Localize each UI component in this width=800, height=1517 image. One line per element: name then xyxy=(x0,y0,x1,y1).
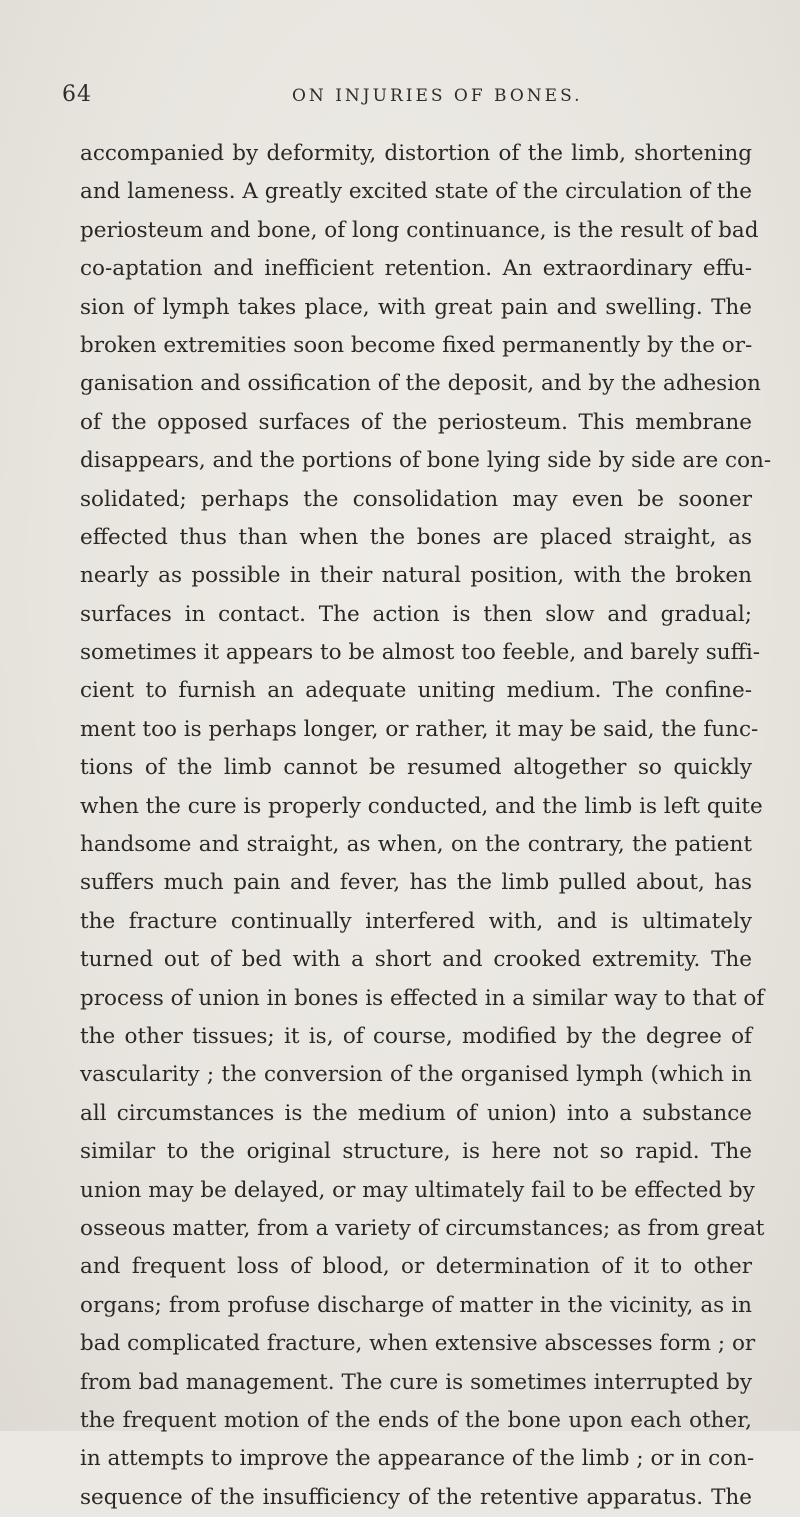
text-line: bad complicated fracture, when extensive abscesses form ; or xyxy=(80,1331,756,1357)
page-header xyxy=(62,82,738,118)
text-line: co-aptation and inefficient retention. An extraordinary effu- xyxy=(80,256,752,282)
text-line: sometimes it appears to be almost too feeble, and barely suffi- xyxy=(80,640,761,666)
text-line: and lameness. A greatly excited state of the circulation of the xyxy=(80,179,752,205)
text-line: cient to furnish an adequate uniting medium. The confine- xyxy=(80,678,752,704)
text-line: osseous matter, from a variety of circumstances; as from great xyxy=(80,1215,765,1241)
text-line: all circumstances is the medium of union) into a substance xyxy=(80,1100,752,1126)
text-line: solidated; perhaps the consolidation may even be sooner xyxy=(80,486,752,512)
body-text xyxy=(80,135,772,1517)
text-line: the other tissues; it is, of course, modified by the degree of xyxy=(80,1023,752,1049)
text-line: the fracture continually interfered with, and is ultimately xyxy=(80,908,752,934)
text-line: of the opposed surfaces of the periosteum. This membrane xyxy=(80,409,752,435)
text-line: the frequent motion of the ends of the bone upon each other, xyxy=(80,1407,752,1433)
text-line: sequence of the insufficiency of the retentive apparatus. The xyxy=(80,1484,752,1510)
text-line: from bad management. The cure is sometimes interrupted by xyxy=(80,1369,752,1395)
running-title: ON INJURIES OF BONES. xyxy=(292,86,583,106)
text-line: handsome and straight, as when, on the contrary, the patient xyxy=(80,832,752,858)
text-line: disappears, and the portions of bone lying side by side are con- xyxy=(80,448,772,474)
text-line: surfaces in contact. The action is then slow and gradual; xyxy=(80,601,752,627)
text-line: ganisation and ossification of the deposit, and by the adhesion xyxy=(80,371,761,397)
page-number: 64 xyxy=(62,82,92,107)
text-line: tions of the limb cannot be resumed altogether so quickly xyxy=(80,755,752,781)
text-line: accompanied by deformity, distortion of the limb, shortening xyxy=(80,141,752,166)
text-line: in attempts to improve the appearance of the limb ; or in con- xyxy=(80,1446,755,1472)
text-line: union may be delayed, or may ultimately fail to be effected by xyxy=(80,1177,755,1203)
text-line: ment too is perhaps longer, or rather, it may be said, the func- xyxy=(80,716,759,742)
text-line: nearly as possible in their natural position, with the broken xyxy=(80,563,752,589)
text-line: and frequent loss of blood, or determination of it to other xyxy=(80,1254,752,1280)
text-line: when the cure is properly conducted, and the limb is left quite xyxy=(80,793,763,819)
text-line: similar to the original structure, is here not so rapid. The xyxy=(80,1139,752,1165)
text-line: vascularity ; the conversion of the organised lymph (which in xyxy=(80,1062,752,1088)
text-line: effected thus than when the bones are placed straight, as xyxy=(80,524,752,550)
text-line: organs; from profuse discharge of matter in the vicinity, as in xyxy=(80,1292,752,1318)
text-line: suffers much pain and fever, has the limb pulled about, has xyxy=(80,870,752,896)
text-line: periosteum and bone, of long continuance, is the result of bad xyxy=(80,217,759,243)
text-line: turned out of bed with a short and crooked extremity. The xyxy=(80,947,752,973)
text-line: sion of lymph takes place, with great pain and swelling. The xyxy=(80,294,752,320)
text-line: process of union in bones is effected in a similar way to that of xyxy=(80,985,765,1011)
text-line: broken extremities soon become fixed permanently by the or- xyxy=(80,332,753,358)
